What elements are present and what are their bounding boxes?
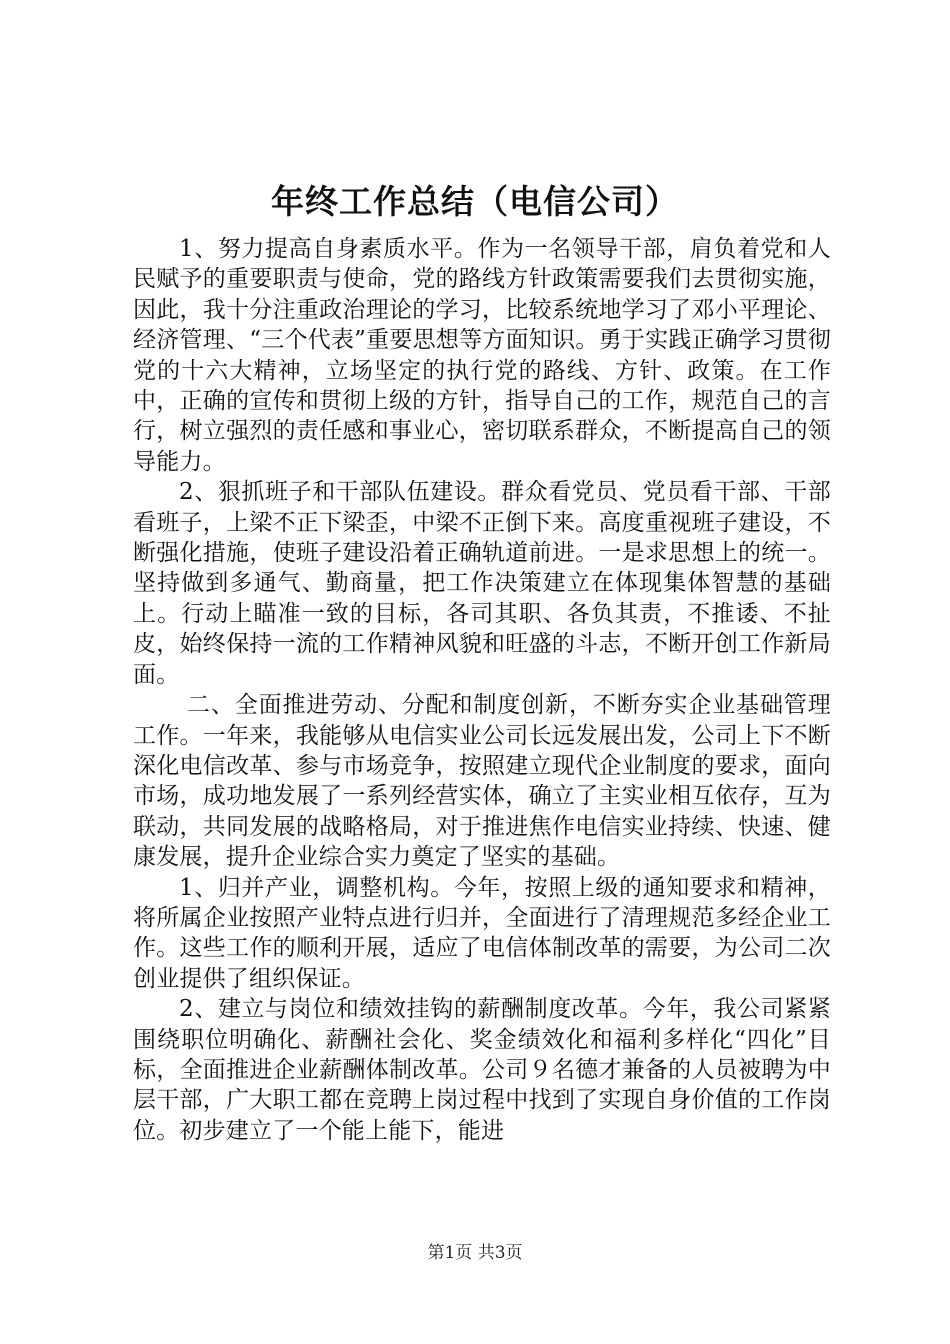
document-body [133,234,831,1146]
paragraph-salary-reform: 2、建立与岗位和绩效挂钩的薪酬制度改革。今年，我公司紧紧围绕职位明确化、薪酬社会化、奖金绩效化和福利多样化“四化”目标，全面推进企业薪酬体制改革。公司９名德才兼备的人员被聘为中层干部，广大职工都在竞聘上岗过程中找到了实现自身价值的工作岗位。初步建立了一个能上能下，能进 [133,996,831,1144]
paragraph-merge-industries: 1、归并产业，调整机构。今年，按照上级的通知要求和精神，将所属企业按照产业特点进行归并，全面进行了清理规范多经企业工作。这些工作的顺利开展，适应了电信体制改革的需要，为公司二次创业提供了组织保证。 [133,874,831,992]
document-title: 年终工作总结（电信公司） [271,182,679,221]
paragraph-self-improvement: 1、努力提高自身素质水平。作为一名领导干部，肩负着党和人民赋予的重要职责与使命，党的路线方针政策需要我们去贯彻实施，因此，我十分注重政治理论的学习，比较系统地学习了邓小平理论、经济管理、“三个代表”重要思想等方面知识。勇于实践正确学习贯彻党的十六大精神，立场坚定的执行党的路线、方针、政策。在工作中，正确的宣传和贯彻上级的方针，指导自己的工作，规范自己的言行，树立强烈的责任感和事业心，密切联系群众，不断提高自己的领导能力。 [133,236,831,475]
paragraph-section-two: 二、全面推进劳动、分配和制度创新，不断夯实企业基础管理工作。一年来，我能够从电信实业公司长远发展出发，公司上下不断深化电信改革、参与市场竞争，按照建立现代企业制度的要求，面向市场，成功地发展了一系列经营实体，确立了主实业相互依存，互为联动，共同发展的战略格局，对于推进焦作电信实业持续、快速、健康发展，提升企业综合实力奠定了坚实的基础。 [133,692,831,871]
page-number-footer: 第1页 共3页 [427,1243,523,1263]
paragraph-team-building: 2、狠抓班子和干部队伍建设。群众看党员、党员看干部、干部看班子，上梁不正下梁歪，中梁不正倒下来。高度重视班子建设，不断强化措施，使班子建设沿着正确轨道前进。一是求思想上的统一。坚持做到多通气、勤商量，把工作决策建立在体现集体智慧的基础上。行动上瞄准一致的目标，各司其职、各负其责，不推诿、不扯皮，始终保持一流的工作精神风貌和旺盛的斗志，不断开创工作新局面。 [133,479,831,688]
